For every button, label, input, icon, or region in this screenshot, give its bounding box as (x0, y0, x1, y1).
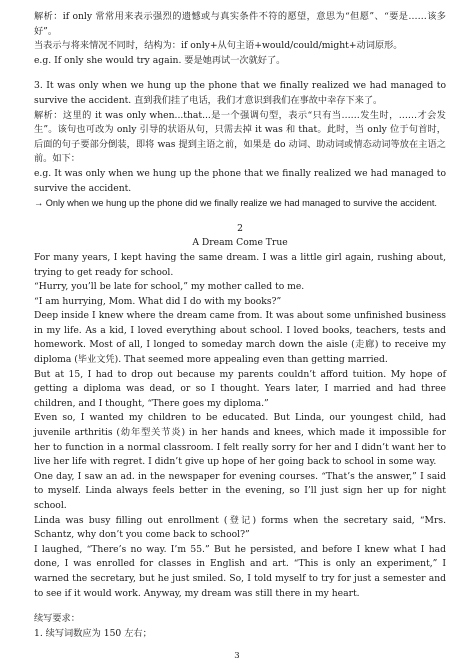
story-number: 2 (237, 222, 243, 234)
story-paragraph: Deep inside I knew where the dream came from. It was about some unfinished business in my life. As a kid, I loved everything about school. I loved books, teachers, tests and homework. Most of all, I longed to someday march down the aisle (走廊) to receive my diploma (毕业文凭). That seemed more appealing even than getting married. (34, 310, 446, 366)
sentence-3-example: e.g. It was only when we hung up the phone that we finally realized we had managed to survive the accident. (34, 167, 446, 194)
story-paragraph: I laughed, “There’s no way. I’m 55.” But he persisted, and before I knew what I had done, I was enrolled for classes in English and art. “This is only an experiment,” I warned the secretary, but he just smiled. So, I told myself to try for just a semester and to see if it would work. Anyway, my dream was still there in my heart. (34, 543, 446, 599)
story-paragraph: For many years, I kept having the same dream. I was a little girl again, rushing about, trying to get ready for school. (34, 251, 446, 278)
sentence-3-analysis: 解析：这里的 it was only when...that...是一个强调句型，表示“只有当……发生时，……才会发生”。该句也可改为 only 引导的状语从句，只需去掉 it was 和 that。此时，当 only 位于句首时，后面的句子要部分倒装，即将 was 提到主语之前，如果是 do 动词、助动词或情态动词等放在主语之前。如下： (34, 109, 446, 165)
story-paragraph: One day, I saw an ad. in the newspaper for evening courses. “That’s the answer,” I said to myself. Linda always feels better in the evening, so I’ll just sign her up for night school. (34, 470, 446, 511)
if-only-analysis: 解析：if only 常常用来表示强烈的遗憾或与真实条件不符的愿望，意思为“但愿”、“要是……该多好”。 (34, 11, 446, 37)
story-paragraph: “I am hurrying, Mom. What did I do with my books?” (34, 295, 282, 307)
story-title: A Dream Come True (192, 237, 288, 249)
story-paragraph: But at 15, I had to drop out because my parents couldn’t afford tuition. My hope of getting a diploma was dead, or so I thought. Years later, I married and had three children, and I thought, “There goes my diploma.” (34, 368, 446, 409)
page-number: 3 (234, 651, 240, 661)
story-paragraph: Linda was busy filling out enrollment (登记) forms when the secretary said, “Mrs. Schantz, why don’t you come back to school?” (34, 514, 446, 541)
if-only-structure: 当表示与将来情况不同时，结构为：if only+从句主语+would/could/might+动词原形。 (34, 40, 403, 52)
requirement-item: 1. 续写词数应为 150 左右； (34, 627, 152, 639)
story-paragraph: Even so, I wanted my children to be educated. But Linda, our youngest child, had juvenile arthritis (幼年型关节炎) in her hands and knees, which made it impossible for her to function in a normal classroom. I felt really sorry for her and I didn’t want her to live her life with regret. I didn’t give up hope of her going back to school in some way. (34, 412, 446, 468)
sentence-3: 3. It was only when we hung up the phone that we finally realized we had managed to survive the accident. 直到我们挂了电话，我们才意识到我们在事故中幸存下来了。 (34, 80, 446, 106)
sentence-3-inverted: → Only when we hung up the phone did we finally realize we had managed to survive the accident. (34, 198, 437, 209)
if-only-example: e.g. If only she would try again. 要是她再试一次就好了。 (34, 54, 286, 66)
document-page (34, 10, 446, 641)
story-paragraph: “Hurry, you’ll be late for school,” my mother called to me. (34, 281, 305, 293)
requirements-heading: 续写要求： (34, 613, 80, 625)
